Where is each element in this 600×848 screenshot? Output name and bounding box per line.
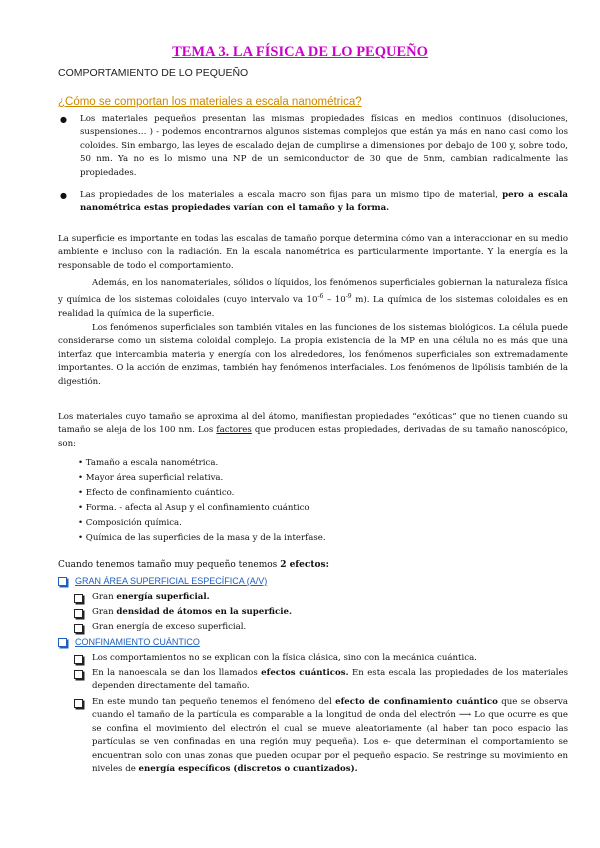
sub-item <box>72 652 568 665</box>
list-item: • Forma. - afecta al Asup y el confinamiento cuántico <box>78 503 310 513</box>
list-item: • Tamaño a escala nanométrica. <box>78 458 219 468</box>
section-link[interactable]: GRAN ÁREA SUPERFICIAL ESPECÍFICA (A/V) <box>75 576 268 586</box>
sub-item-bold: efecto de confinamiento cuántico <box>335 697 498 707</box>
sub-item <box>72 591 568 604</box>
bullet-dot-icon: ● <box>60 191 67 200</box>
list-item: • Química de las superficies de la masa y de la interfase. <box>78 533 326 543</box>
sub-item-text: En la nanoescala se dan los llamados <box>92 668 258 678</box>
checkbox-bullet-icon <box>74 624 83 633</box>
bullet-text-bold: pero a escala nanométrica estas propiedades varían con el tamaño y la forma. <box>80 190 569 214</box>
sub-item-text: En este mundo tan pequeño tenemos el fenómeno del <box>92 697 332 707</box>
sub-item <box>72 621 568 634</box>
factors-list <box>78 456 326 546</box>
paragraph <box>58 277 568 321</box>
section-heading <box>58 576 267 586</box>
checkbox-bullet-icon <box>74 655 83 664</box>
effects-intro <box>58 560 329 570</box>
sub-item <box>72 606 568 619</box>
bullet-dot-icon: ● <box>60 115 67 124</box>
list-item: • Mayor área superficial relativa. <box>78 473 224 483</box>
paragraph-text: que producen estas propiedades, derivadas de su tamaño nanoscópico, son: <box>58 425 569 449</box>
checkbox-bullet-icon <box>58 638 67 647</box>
section-heading <box>58 637 200 647</box>
sub-item-text: Gran energía de exceso superficial. <box>92 622 247 632</box>
list-item: • Efecto de confinamiento cuántico. <box>78 488 235 498</box>
list-item: • Composición química. <box>78 518 182 528</box>
checkbox-bullet-icon <box>74 670 83 679</box>
bullet-text <box>80 189 568 216</box>
sub-item <box>72 667 568 694</box>
sub-item-bold: energía específicos (discretos o cuantizados). <box>138 764 358 775</box>
sub-item-bold: efectos cuánticos. <box>261 668 349 678</box>
paragraph: Los fenómenos superficiales son también vitales en las funciones de los sistemas biológicos. La célula puede considerarse como un sistema coloidal complejo. La propia existencia de la MP en una célula no es más que una interfaz que intercambia materia y energía con los alrededores, los fenómenos superficiales son extremadamente importantes. O la acción de enzimas, también hay fenómenos interfaciales. Los fenómenos de lipólisis también de la digestión. <box>58 323 568 387</box>
section-link[interactable]: CONFINAMIENTO CUÁNTICO <box>75 637 200 647</box>
sub-item-bold: densidad de átomos en la superficie. <box>116 607 293 617</box>
paragraph-text: – 10 <box>323 295 346 306</box>
sub-item-text: Gran <box>92 592 114 602</box>
sub-item-text: Gran <box>92 607 114 617</box>
bullet-text: Los materiales pequeños presentan las mismas propiedades físicas en medios continuos (disoluciones, suspensiones… ) - podemos encontrarnos algunos sistemas complejos que están ya más en nano casi como los coloides. Sin embargo, las leyes de escalado dejan de cumplirse a dimensiones por debajo de 100 y, sobre todo, 50 nm. Ya no es lo mismo una NP de un semiconductor de 30 que de 5nm, cambian radicalmente las propiedades. <box>80 114 568 178</box>
question-heading: ¿Cómo se comportan los materiales a escala nanométrica? <box>58 96 362 108</box>
paragraph-text: Además, en los nanomateriales, sólidos o líquidos, los fenómenos superficiales gobiernan la naturaleza física y química de los sistemas coloidales (cuyo intervalo va 10 <box>58 278 568 306</box>
bullet-item <box>58 113 568 180</box>
paragraph-text: m). La química de los sistemas coloidales es en realidad la química de la superficie. <box>58 295 568 319</box>
sub-item-text: Los comportamientos no se explican con la física clásica, sino con la mecánica cuántica. <box>92 653 477 663</box>
bullet-text-start: Las propiedades de los materiales a escala macro son fijas para un mismo tipo de material, <box>80 190 499 200</box>
factors-link[interactable]: factores <box>216 425 252 436</box>
sub-item-text: En esta escala las propiedades de los materiales dependen directamente del tamaño. <box>92 668 568 692</box>
bullet-item <box>58 189 568 216</box>
checkbox-bullet-icon <box>74 609 83 618</box>
sub-item <box>72 696 568 776</box>
sub-item-bold: energía superficial. <box>116 592 210 602</box>
page-title: TEMA 3. LA FÍSICA DE LO PEQUEÑO <box>172 44 428 60</box>
checkbox-bullet-icon <box>74 594 83 603</box>
exponent: -6 <box>317 293 324 301</box>
paragraph <box>58 411 568 451</box>
sub-item-text: que se observa cuando el tamaño de la partícula es comparable a la longitud de onda del electrón ⟶ Lo que ocurre es que se confina el movimiento del electrón el cual se mueve aleatoriamente (al haber tan poco espacio las partículas se ven confinadas en una región muy pequeña). Los e- que determinan el comportamiento se encuentran solo con unas zonas que pueden ocupar por el pequeño espacio. Se restringe su movimiento en niveles de <box>92 697 568 775</box>
checkbox-bullet-icon <box>58 577 67 586</box>
exponent: -9 <box>345 293 352 301</box>
section-subtitle: COMPORTAMIENTO DE LO PEQUEÑO <box>58 67 249 79</box>
effects-intro-bold: 2 efectos: <box>280 560 329 570</box>
effects-intro-text: Cuando tenemos tamaño muy pequeño tenemos <box>58 560 278 570</box>
checkbox-bullet-icon <box>74 699 83 708</box>
paragraph: La superficie es importante en todas las escalas de tamaño porque determina cómo van a interaccionar en su medio ambiente e incluso con la radiación. En la escala nanométrica es particularmente importante. Y la energía es la responsable de todo el comportamiento. <box>58 234 568 271</box>
paragraph-text: Los materiales cuyo tamaño se aproxima al del átomo, manifiestan propiedades “exóticas” que no tienen cuando su tamaño se aleja de los 100 nm. Los <box>58 412 568 436</box>
